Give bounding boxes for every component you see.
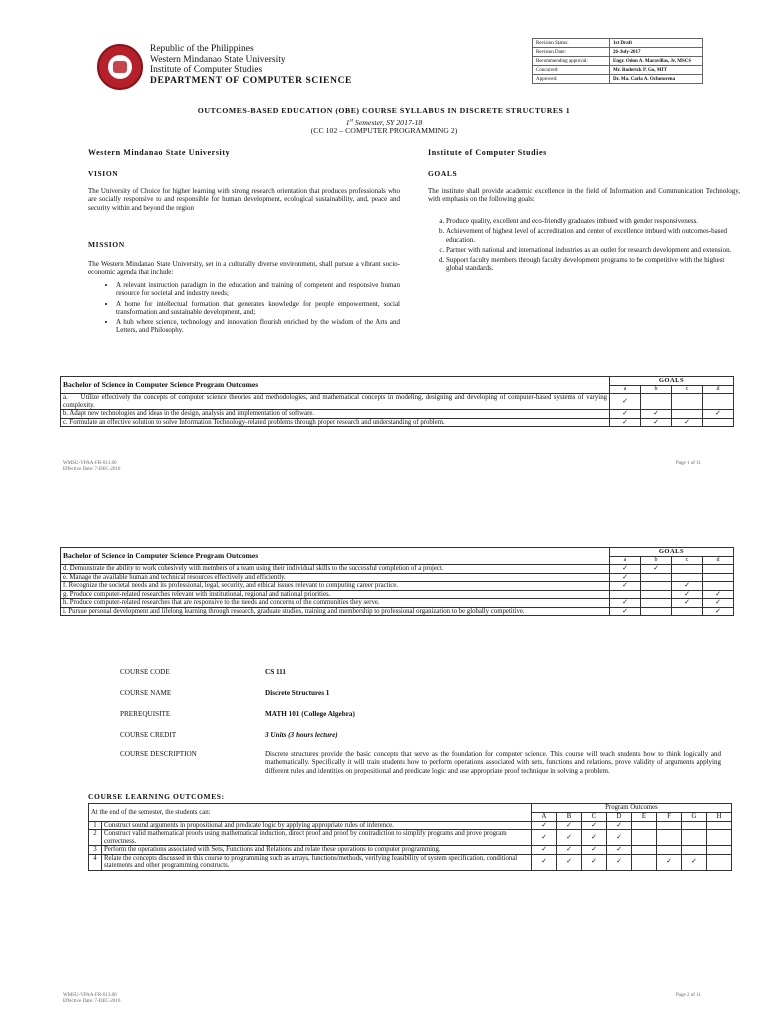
form-code: WMSU-VPAA-FR-013.00 [63,993,117,998]
letterhead-department: DEPARTMENT OF COMPUTER SCIENCE [150,75,352,86]
po-letter: E [632,812,657,821]
po-check: ✓ [582,854,607,870]
goal-check: ✓ [610,565,641,574]
revision-table [532,38,703,84]
revision-value: 26-July-2017 [610,48,703,57]
revision-row [533,57,703,66]
goal-check [641,394,672,410]
goal-check [641,599,672,608]
semester-line: 1st Semester, SY 2017-18 [345,117,423,127]
goal-check: ✓ [610,582,641,591]
goal-check [703,565,734,574]
goal-check: ✓ [672,582,703,591]
po-text: e. Manage the available human and technical resources effectively and efficiently. [61,573,610,582]
revision-label: Revision Status: [533,39,610,48]
po-check [632,830,657,846]
goal-check [672,607,703,616]
clo-text: Relate the concepts discussed in this course to programming such as arrays, functions/methods, verifying feasibility of system specification, conditional statements and other programming constructs. [102,854,532,870]
po-check: ✓ [607,854,632,870]
clo-row [89,854,732,870]
po-check: ✓ [607,830,632,846]
goal-check: ✓ [672,418,703,427]
page-1 [0,0,768,484]
mission-item: • A home for intellectual formation that generates knowledge for people empowerment, social transformation and sustainable development, and; [116,300,400,317]
course-subtitle: (CC 102 – COMPUTER PROGRAMMING 2) [310,126,458,135]
revision-row [533,39,703,48]
course-description-text: Discrete structures provide the basic concepts that serve as the foundation for computer science. This course will teach students how to think logically and mathematically. Specifically it will train students how to perform operations associated with sets, functions and relations, prove validity of arguments applying different rules and identities on propositional and predicate logic and use appropriate proof technique in solving a problem. [265,750,721,775]
po-letter: F [657,812,682,821]
po-check: ✓ [582,821,607,830]
po-row [61,599,734,608]
po-table-header: Bachelor of Science in Computer Science Program Outcomes [61,548,610,565]
po-text: g. Produce computer-related researches relevant with institutional, regional and national priorities. [61,590,610,599]
clo-row [89,846,732,855]
page-2-number: Page 2 of 11 [676,993,701,998]
clo-number: 4 [89,854,102,870]
goal-check: ✓ [610,410,641,419]
clo-text: Construct sound arguments in propositional and predicate logic by applying appropriate rules of inference. [102,821,532,830]
revision-label: Revision Date: [533,48,610,57]
goal-check: ✓ [703,410,734,419]
goal-letter: b [641,556,672,565]
po-row [61,590,734,599]
goal-check [641,590,672,599]
clo-row [89,821,732,830]
goal-check: ✓ [610,394,641,410]
clo-intro: At the end of the semester, the students can: [89,804,532,822]
goal-check [703,394,734,410]
goal-check [672,565,703,574]
po-check [707,830,732,846]
po-check [707,846,732,855]
po-row [61,394,734,410]
mission-item: • A hub where science, technology and innovation flourish enriched by the wisdom of the Arts and Letters, and Philosophy. [116,318,400,335]
goal-letter: d [703,385,734,394]
course-name-value: Discrete Structures 1 [265,689,330,697]
letterhead-institute: Institute of Computer Studies [150,65,263,75]
goal-check: ✓ [641,565,672,574]
revision-label: Concurred: [533,66,610,75]
goal-check: ✓ [641,418,672,427]
po-check [657,846,682,855]
clo-heading: COURSE LEARNING OUTCOMES: [88,792,225,801]
syllabus-title: OUTCOMES-BASED EDUCATION (OBE) COURSE SYLLABUS IN DISCRETE STRUCTURES 1 [197,106,571,115]
goal-item: d. Support faculty members through faculty development programs to be competitive with the highest global standards. [446,256,740,273]
mission-list [98,281,400,337]
goals-intro: The institute shall provide academic excellence in the field of Information and Communication Technology, with emphasis on the following goals: [428,187,740,204]
goal-check: ✓ [703,607,734,616]
goal-check: ✓ [672,590,703,599]
po-check: ✓ [582,830,607,846]
clo-number: 1 [89,821,102,830]
goal-letter: c [672,385,703,394]
university-heading: Western Mindanao State University [88,148,231,157]
vision-heading: VISION [88,169,119,178]
page-2-footer [63,993,120,1005]
institute-heading: Institute of Computer Studies [428,148,547,157]
university-seal-icon [97,44,143,90]
letterhead [150,44,352,86]
po-check [657,830,682,846]
po-letter: H [707,812,732,821]
po-text: h. Produce computer-related researches that are responsive to the needs and concerns of the communities they serve. [61,599,610,608]
clo-number: 3 [89,846,102,855]
revision-label: Approved: [533,75,610,84]
effective-date: Effective Date: 7-DEC-2016 [63,999,121,1004]
goal-check [672,394,703,410]
goal-check: ✓ [610,599,641,608]
revision-value: Dr. Ma. Carla A. Ochotorena [610,75,703,84]
po-check [682,821,707,830]
po-check: ✓ [557,846,582,855]
po-check [682,846,707,855]
revision-row [533,75,703,84]
po-letter: B [557,812,582,821]
revision-value: Engr. Odon A. Maravillas, Jr. MSCS [610,57,703,66]
po-row [61,582,734,591]
goal-check [641,573,672,582]
goal-check [703,418,734,427]
po-letter: G [682,812,707,821]
page-1-footer [63,461,120,473]
po-table-header: Bachelor of Science in Computer Science Program Outcomes [61,377,610,394]
course-code-label: COURSE CODE [120,668,170,676]
prerequisite-label: PREREQUISITE [120,710,171,718]
course-learning-outcomes-table [88,803,732,871]
po-text: i. Pursue personal development and lifelong learning through research, graduate studies, training and membership to professional organization to be globally competitive. [61,607,610,616]
po-text: a. Utilize effectively the concepts of computer science theories and methodologies, and mathematical concepts in modeling, designing and developing of computer-based systems of varying complexity. [61,394,610,410]
goals-list [428,217,740,275]
goal-check [641,607,672,616]
mission-heading: MISSION [88,240,125,249]
goal-letter: b [641,385,672,394]
po-check: ✓ [657,854,682,870]
revision-label: Recommending approval: [533,57,610,66]
po-letter: A [532,812,557,821]
prerequisite-value: MATH 101 (College Algebra) [265,710,355,718]
course-description-label: COURSE DESCRIPTION [120,750,197,758]
mission-item: • A relevant instruction paradigm in the education and training of competent and responsive human resource for societal and industry needs; [116,281,400,298]
po-check: ✓ [532,854,557,870]
goal-check [703,573,734,582]
goals-heading: GOALS [428,169,458,178]
po-check [632,854,657,870]
goal-letter: a [610,385,641,394]
goal-check: ✓ [610,573,641,582]
clo-row [89,830,732,846]
program-outcomes-header: Program Outcomes [532,804,732,813]
mission-intro: The Western Mindanao State University, set in a culturally diverse environment, shall pursue a vibrant socio-economic agenda that include: [88,260,400,277]
po-row [61,573,734,582]
course-code-value: CS 111 [265,668,286,676]
goal-letter: d [703,556,734,565]
goal-check: ✓ [610,607,641,616]
page-1-number: Page 1 of 11 [676,461,701,466]
po-row [61,410,734,419]
po-check [632,846,657,855]
goal-check: ✓ [610,418,641,427]
goal-item: a. Produce quality, excellent and eco-friendly graduates imbued with gender responsiveness. [446,217,740,225]
revision-value: Mr. Roderick P. Go, MIT [610,66,703,75]
po-check: ✓ [557,830,582,846]
goals-column-header: GOALS [610,377,734,386]
po-check: ✓ [607,846,632,855]
goal-check [672,410,703,419]
po-check [682,830,707,846]
goal-check: ✓ [703,599,734,608]
po-row [61,418,734,427]
po-text: c. Formulate an effective solution to solve Information Technology-related problems through proper research and understanding of problem. [61,418,610,427]
revision-row [533,48,703,57]
goal-check [703,582,734,591]
revision-value: 1st Draft [610,39,703,48]
letterhead-university: Western Mindanao State University [150,54,286,65]
course-credit-value: 3 Units (3 hours lecture) [265,731,338,739]
po-check: ✓ [532,830,557,846]
course-credit-label: COURSE CREDIT [120,731,177,739]
goal-letter: a [610,556,641,565]
po-check: ✓ [557,821,582,830]
goal-check: ✓ [672,599,703,608]
form-code: WMSU-VPAA-FR-013.00 [63,461,117,466]
po-check: ✓ [557,854,582,870]
po-text: d. Demonstrate the ability to work cohesively with members of a team using their individual skills to the successful completion of a project. [61,565,610,574]
effective-date: Effective Date: 7-DEC-2016 [63,467,121,472]
po-check: ✓ [582,846,607,855]
po-check: ✓ [532,821,557,830]
revision-row [533,66,703,75]
goal-item: c. Partner with national and international industries as an outlet for research development and extension. [446,246,740,254]
po-check: ✓ [532,846,557,855]
program-outcomes-table-1 [60,376,734,427]
po-check [632,821,657,830]
clo-text: Perform the operations associated with Sets, Functions and Relations and relate these operations to computer programming. [102,846,532,855]
clo-number: 2 [89,830,102,846]
po-check [707,821,732,830]
po-row [61,607,734,616]
goal-letter: c [672,556,703,565]
goal-check: ✓ [641,410,672,419]
po-check: ✓ [607,821,632,830]
letterhead-republic: Republic of the Philippines [150,44,254,54]
clo-text: Construct valid mathematical proofs using mathematical induction, direct proof and proof by contradiction to simplify programs and prove program correctness. [102,830,532,846]
po-row [61,565,734,574]
po-text: b. Adapt new technologies and ideas in the design, analysis and implementation of software. [61,410,610,419]
goal-check: ✓ [703,590,734,599]
po-check: ✓ [682,854,707,870]
goal-item: b. Achievement of highest level of accreditation and center of excellence imbued with outcomes-based education. [446,227,740,244]
po-check [707,854,732,870]
po-letter: C [582,812,607,821]
goal-check [641,582,672,591]
program-outcomes-table-2 [60,547,734,616]
goals-column-header: GOALS [610,548,734,557]
course-name-label: COURSE NAME [120,689,172,697]
po-check [657,821,682,830]
vision-text: The University of Choice for higher learning with strong research orientation that produces professionals who are socially responsive to and responsible for human development, ecological sustainability, and, peace and security within and beyond the region [88,187,400,212]
po-letter: D [607,812,632,821]
po-text: f. Recognize the societal needs and its professional, legal, security, and ethical issues relevant to computing career practice. [61,582,610,591]
